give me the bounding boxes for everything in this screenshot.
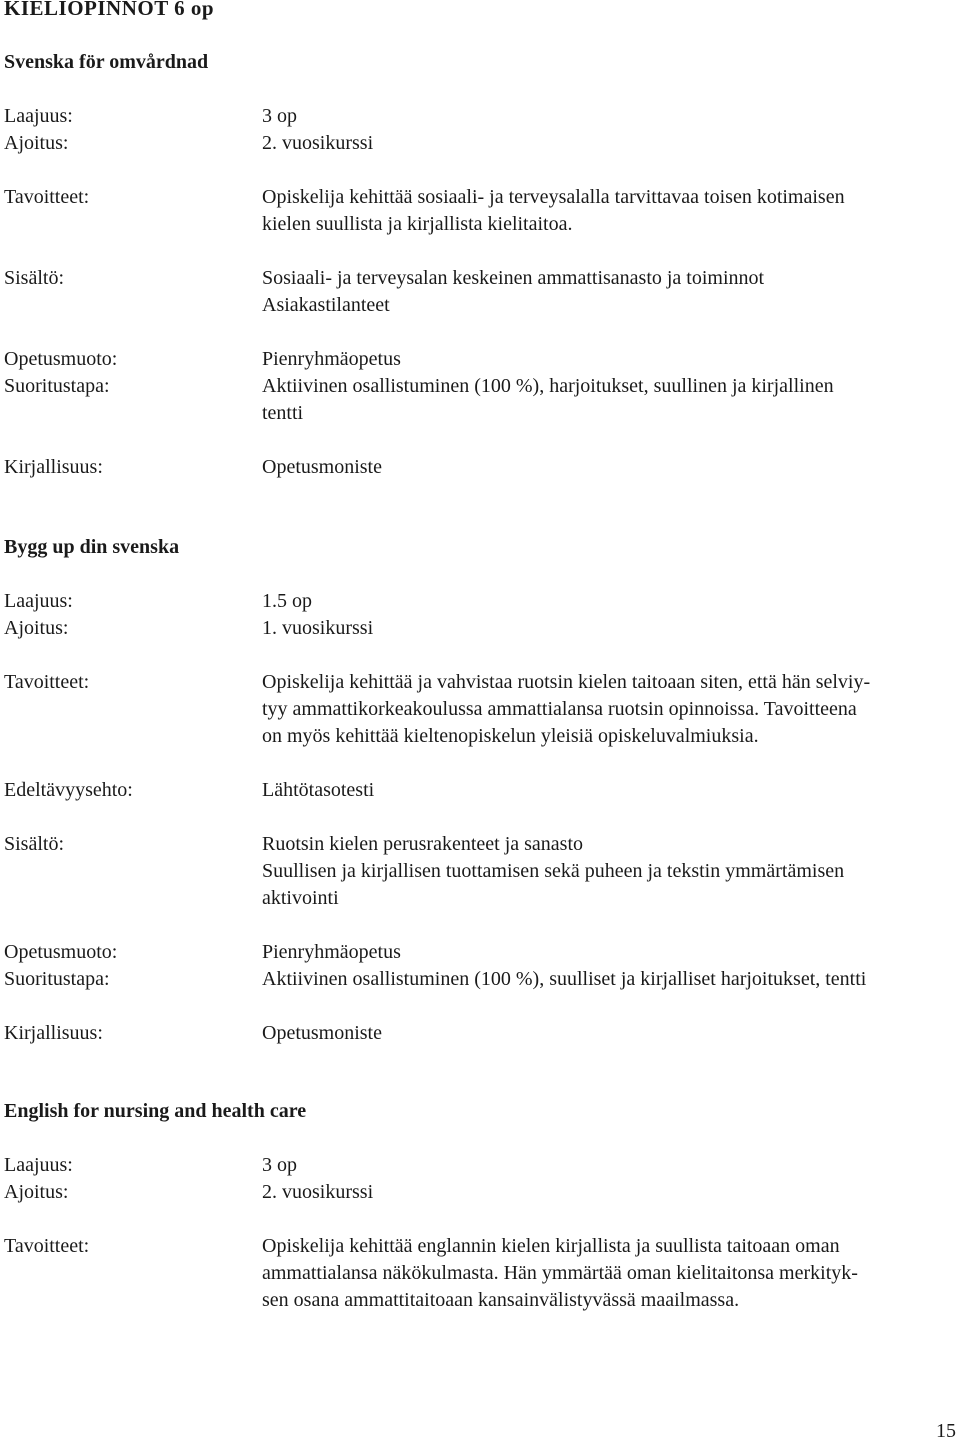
ajoitus-label: Ajoitus: bbox=[4, 132, 69, 154]
course-title: Bygg up din svenska bbox=[4, 536, 180, 558]
laajuus-label: Laajuus: bbox=[4, 1154, 73, 1176]
tavoitteet-label: Tavoitteet: bbox=[4, 186, 90, 208]
ajoitus-row bbox=[4, 615, 956, 642]
tavoitteet-row bbox=[4, 669, 956, 750]
course-bygg-up-din-svenska bbox=[4, 534, 956, 1047]
opetusmuoto-label: Opetusmuoto: bbox=[4, 941, 118, 963]
laajuus-row bbox=[4, 1152, 956, 1179]
tavoitteet-value bbox=[262, 1233, 954, 1314]
tavoitteet-value bbox=[262, 184, 954, 238]
laajuus-value: 1.5 op bbox=[262, 590, 312, 612]
course-english-for-nursing bbox=[4, 1098, 956, 1314]
ajoitus-label: Ajoitus: bbox=[4, 617, 69, 639]
suoritustapa-line: tentti bbox=[262, 402, 304, 424]
tavoitteet-value bbox=[262, 669, 954, 750]
sisalto-label: Sisältö: bbox=[4, 833, 65, 855]
laajuus-row bbox=[4, 103, 956, 130]
laajuus-label: Laajuus: bbox=[4, 105, 73, 127]
sisalto-value bbox=[262, 265, 954, 319]
suoritustapa-line: Aktiivinen osallistuminen (100 %), harjoitukset, suullinen ja kirjallinen bbox=[262, 375, 834, 397]
suoritustapa-row bbox=[4, 373, 956, 427]
laajuus-value: 3 op bbox=[262, 105, 297, 127]
course-title: English for nursing and health care bbox=[4, 1100, 307, 1122]
tavoitteet-line: ammattialansa näkökulmasta. Hän ymmärtää oman kielitaitonsa merkityk- bbox=[262, 1262, 858, 1284]
edeltavyysehto-label: Edeltävyysehto: bbox=[4, 779, 133, 801]
sisalto-line: Sosiaali- ja terveysalan keskeinen ammattisanasto ja toiminnot bbox=[262, 267, 765, 289]
suoritustapa-value bbox=[262, 966, 954, 993]
course-title: Svenska för omvårdnad bbox=[4, 51, 209, 73]
edeltavyysehto-row bbox=[4, 777, 956, 804]
laajuus-row bbox=[4, 588, 956, 615]
suoritustapa-value bbox=[262, 373, 954, 427]
ajoitus-value: 2. vuosikurssi bbox=[262, 132, 374, 154]
kirjallisuus-label: Kirjallisuus: bbox=[4, 456, 103, 478]
ajoitus-value: 1. vuosikurssi bbox=[262, 617, 374, 639]
opetusmuoto-label: Opetusmuoto: bbox=[4, 348, 118, 370]
sisalto-row bbox=[4, 831, 956, 912]
tavoitteet-label: Tavoitteet: bbox=[4, 1235, 90, 1257]
page-title: KIELIOPINNOT 6 op bbox=[4, 0, 214, 20]
kirjallisuus-value: Opetusmoniste bbox=[262, 456, 382, 478]
tavoitteet-row bbox=[4, 184, 956, 238]
opetusmuoto-row bbox=[4, 939, 956, 966]
ajoitus-label: Ajoitus: bbox=[4, 1181, 69, 1203]
kirjallisuus-value: Opetusmoniste bbox=[262, 1022, 382, 1044]
kirjallisuus-label: Kirjallisuus: bbox=[4, 1022, 103, 1044]
kirjallisuus-row bbox=[4, 454, 956, 481]
sisalto-line: Asiakastilanteet bbox=[262, 294, 390, 316]
sisalto-line: Ruotsin kielen perusrakenteet ja sanasto bbox=[262, 833, 584, 855]
ajoitus-row bbox=[4, 130, 956, 157]
edeltavyysehto-value: Lähtötasotesti bbox=[262, 779, 375, 801]
opetusmuoto-value: Pienryhmäopetus bbox=[262, 941, 401, 963]
course-svenska-for-omvardnad bbox=[4, 49, 956, 481]
kirjallisuus-row bbox=[4, 1020, 956, 1047]
laajuus-value: 3 op bbox=[262, 1154, 297, 1176]
tavoitteet-line: Opiskelija kehittää ja vahvistaa ruotsin kielen taitoaan siten, että hän selviy- bbox=[262, 671, 871, 693]
sisalto-row bbox=[4, 265, 956, 319]
opetusmuoto-row bbox=[4, 346, 956, 373]
suoritustapa-label: Suoritustapa: bbox=[4, 375, 110, 397]
opetusmuoto-value: Pienryhmäopetus bbox=[262, 348, 401, 370]
tavoitteet-line: Opiskelija kehittää englannin kielen kirjallista ja suullista taitoaan oman bbox=[262, 1235, 840, 1257]
ajoitus-value: 2. vuosikurssi bbox=[262, 1181, 374, 1203]
sisalto-line: aktivointi bbox=[262, 887, 339, 909]
suoritustapa-label: Suoritustapa: bbox=[4, 968, 110, 990]
sisalto-label: Sisältö: bbox=[4, 267, 65, 289]
tavoitteet-label: Tavoitteet: bbox=[4, 671, 90, 693]
sisalto-value bbox=[262, 831, 954, 912]
tavoitteet-line: Opiskelija kehittää sosiaali- ja terveysalalla tarvittavaa toisen kotimaisen bbox=[262, 186, 845, 208]
sisalto-line: Suullisen ja kirjallisen tuottamisen sekä puheen ja tekstin ymmärtämisen bbox=[262, 860, 845, 882]
tavoitteet-line: tyy ammattikorkeakoulussa ammattialansa ruotsin opinnoissa. Tavoitteena bbox=[262, 698, 857, 720]
tavoitteet-line: sen osana ammattitaitoaan kansainvälistyvässä maailmassa. bbox=[262, 1289, 740, 1311]
tavoitteet-line: on myös kehittää kieltenopiskelun yleisiä opiskeluvalmiuksia. bbox=[262, 725, 759, 747]
laajuus-label: Laajuus: bbox=[4, 590, 73, 612]
tavoitteet-row bbox=[4, 1233, 956, 1314]
suoritustapa-row bbox=[4, 966, 956, 993]
ajoitus-row bbox=[4, 1179, 956, 1206]
tavoitteet-line: kielen suullista ja kirjallista kielitaitoa. bbox=[262, 213, 573, 235]
page-number: 15 bbox=[936, 1420, 956, 1442]
suoritustapa-line: Aktiivinen osallistuminen (100 %), suulliset ja kirjalliset harjoitukset, tentti bbox=[262, 968, 867, 990]
